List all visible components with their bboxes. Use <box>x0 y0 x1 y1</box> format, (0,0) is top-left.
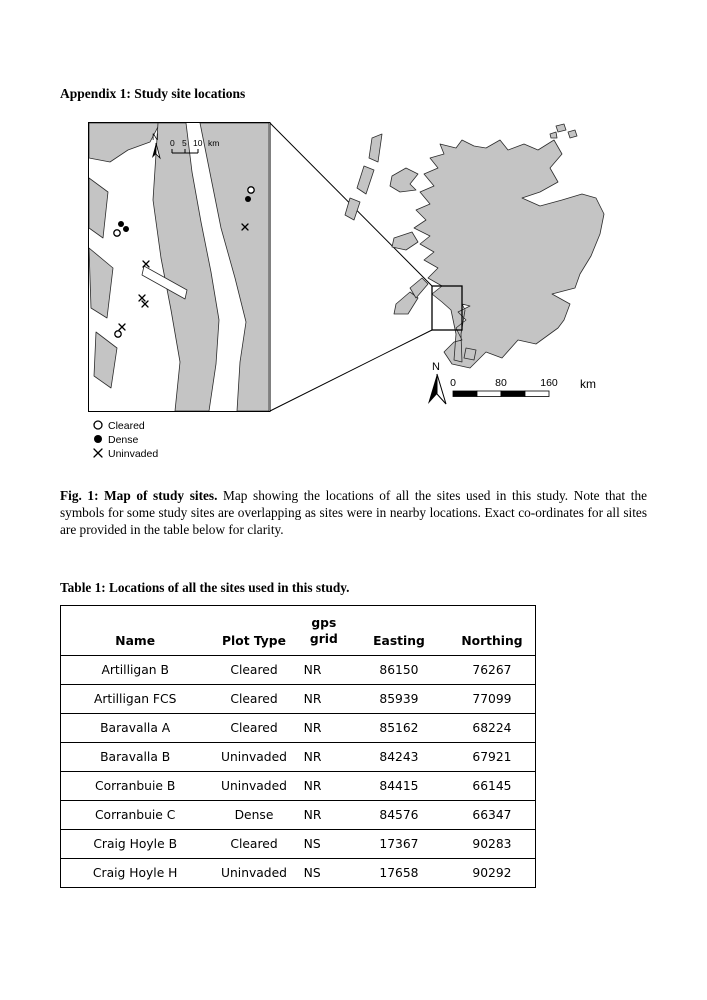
cell-northing: 67921 <box>449 742 536 771</box>
cell-easting: 85162 <box>349 713 449 742</box>
cell-northing: 66347 <box>449 800 536 829</box>
svg-text:5: 5 <box>182 138 187 148</box>
inset-map <box>89 123 271 412</box>
svg-text:10: 10 <box>193 138 203 148</box>
cell-gps-grid: NR <box>299 771 349 800</box>
table-row <box>61 742 536 771</box>
cell-plot-type: Uninvaded <box>220 865 287 880</box>
cell-northing: 66145 <box>449 771 536 800</box>
study-map-figure <box>88 120 648 465</box>
svg-text:80: 80 <box>495 377 507 389</box>
sites-table-body <box>61 655 536 887</box>
main-north-label: N <box>432 361 440 373</box>
col-header-name: Name <box>61 606 210 656</box>
cell-easting: 17367 <box>349 829 449 858</box>
legend-label-uninvaded: Uninvaded <box>108 448 159 460</box>
sites-table <box>60 605 536 888</box>
cell-gps-grid: NR <box>299 800 349 829</box>
table-row <box>61 800 536 829</box>
table-row <box>61 684 536 713</box>
svg-text:km: km <box>208 138 220 148</box>
cell-easting: 85939 <box>349 684 449 713</box>
inset-north-label: N <box>152 132 159 142</box>
dense-site-marker <box>245 196 251 202</box>
cell-northing: 76267 <box>449 655 536 684</box>
table-row <box>61 858 536 887</box>
scotland-silhouette <box>345 124 604 368</box>
cell-name: Craig Hoyle B <box>61 829 210 858</box>
table-row <box>61 771 536 800</box>
svg-text:km: km <box>580 377 596 391</box>
cell-plot-type: Cleared <box>209 829 298 858</box>
cell-name: Artilligan FCS <box>61 684 210 713</box>
cell-gps-grid: NS <box>303 865 321 880</box>
cleared-site-marker <box>114 230 120 236</box>
cell-northing: 90292 <box>472 865 512 880</box>
legend-open-circle-icon <box>94 421 102 429</box>
map-canvas <box>88 120 648 465</box>
sites-table-header <box>61 606 536 656</box>
cell-plot-type: Uninvaded <box>209 771 298 800</box>
table-row <box>61 655 536 684</box>
col-header-easting: Easting <box>349 606 449 656</box>
cleared-site-marker <box>115 331 121 337</box>
cell-name: Corranbuie C <box>61 800 210 829</box>
legend-x-icon <box>94 449 102 457</box>
cell-easting: 86150 <box>349 655 449 684</box>
table-title: Table 1: Locations of all the sites used in this study. <box>60 580 350 595</box>
main-scale-bar <box>450 377 596 397</box>
figure-caption-body: Map showing the locations of all the sites used in this study. Note that the symbols for some study sites are overlapping as sites were in nearby locations. Exact co-ordinates for all sites are provided in the table below for clarity. <box>60 488 647 537</box>
cell-gps-grid: NR <box>299 742 349 771</box>
legend-label-cleared: Cleared <box>108 420 145 432</box>
cell-name: Corranbuie B <box>61 771 210 800</box>
cell-gps-grid: NS <box>299 829 349 858</box>
cell-name: Baravalla A <box>61 713 210 742</box>
col-header-gps-grid <box>299 606 349 656</box>
svg-text:0: 0 <box>170 138 175 148</box>
table-row <box>61 829 536 858</box>
cell-easting: 84415 <box>349 771 449 800</box>
dense-site-marker <box>118 221 124 227</box>
cell-easting: 84576 <box>349 800 449 829</box>
table-row <box>61 713 536 742</box>
col-header-northing: Northing <box>449 606 536 656</box>
svg-text:160: 160 <box>540 377 558 389</box>
cell-easting: 84243 <box>349 742 449 771</box>
legend-label-dense: Dense <box>108 434 139 446</box>
cell-plot-type: Uninvaded <box>209 742 298 771</box>
cell-northing: 90283 <box>449 829 536 858</box>
cell-plot-type: Cleared <box>209 713 298 742</box>
cell-easting: 17658 <box>379 865 419 880</box>
cell-plot-type: Dense <box>209 800 298 829</box>
map-legend <box>94 420 158 460</box>
figure-caption <box>60 487 647 538</box>
cell-gps-grid: NR <box>299 655 349 684</box>
svg-text:0: 0 <box>450 377 456 389</box>
legend-filled-circle-icon <box>94 435 102 443</box>
cleared-site-marker <box>248 187 254 193</box>
cell-gps-grid: NR <box>299 684 349 713</box>
appendix-heading: Appendix 1: Study site locations <box>60 86 246 101</box>
col-header-plot-type: Plot Type <box>209 606 298 656</box>
dense-site-marker <box>123 226 129 232</box>
cell-name: Craig Hoyle H <box>92 865 178 880</box>
connector-line-bottom <box>270 330 432 411</box>
cell-name: Artilligan B <box>61 655 210 684</box>
col-header-gps-line1: gps <box>311 616 337 630</box>
col-header-gps-line2: grid <box>309 631 338 646</box>
cell-northing: 77099 <box>449 684 536 713</box>
cell-plot-type: Cleared <box>209 655 298 684</box>
main-north-arrow-icon <box>428 374 446 404</box>
cell-plot-type: Cleared <box>209 684 298 713</box>
figure-caption-lead: Fig. 1: Map of study sites. <box>60 488 218 503</box>
cell-northing: 68224 <box>449 713 536 742</box>
cell-name: Baravalla B <box>61 742 210 771</box>
cell-gps-grid: NR <box>299 713 349 742</box>
